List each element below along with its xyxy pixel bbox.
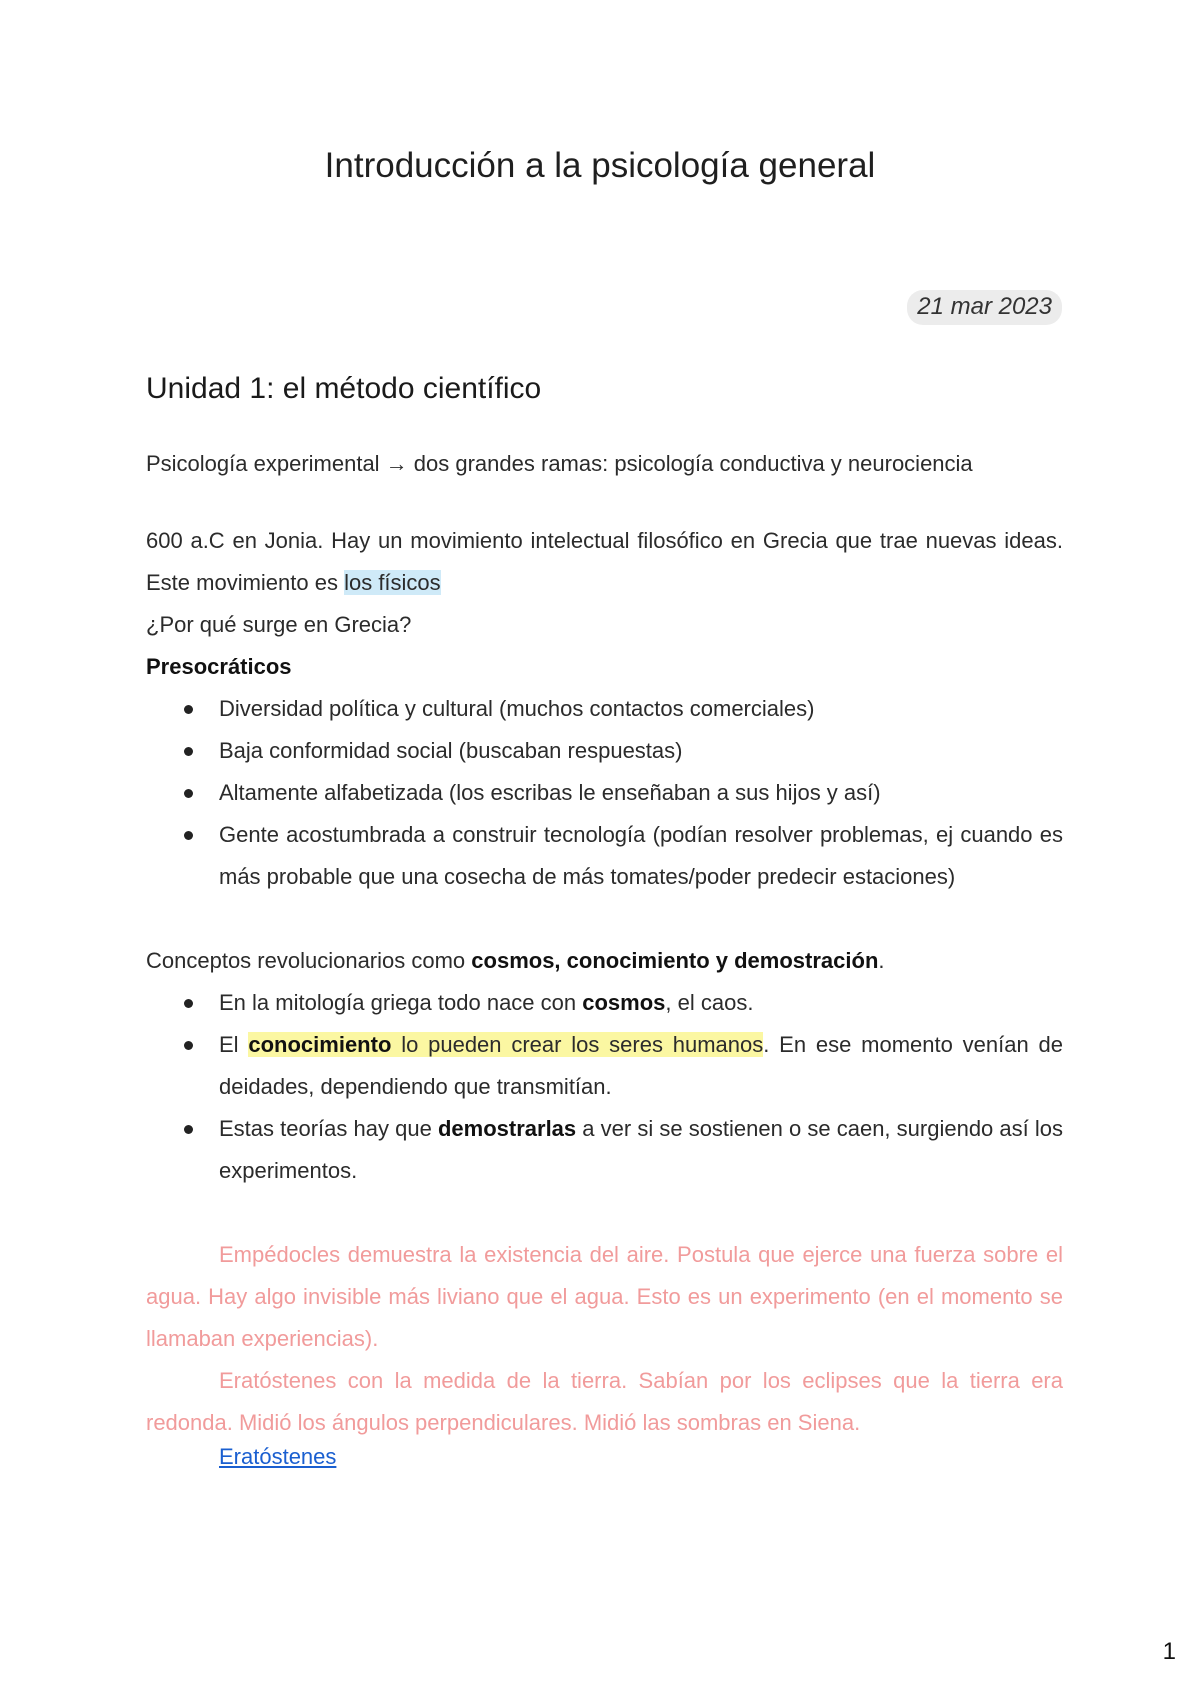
highlight-los-fisicos: los físicos	[344, 570, 441, 595]
list-item-text: Diversidad política y cultural (muchos contactos comerciales)	[219, 696, 815, 721]
list-item-text: El	[219, 1032, 249, 1057]
list-item	[146, 730, 1063, 772]
bullet-icon	[184, 705, 193, 714]
concepts-prefix: Conceptos revolucionarios como	[146, 948, 472, 973]
bold-cosmos: cosmos	[582, 990, 666, 1015]
bullet-icon	[184, 999, 193, 1008]
highlight-text: lo pueden crear los seres humanos	[391, 1032, 764, 1057]
concepts-list	[146, 982, 1063, 1192]
document-title: Introducción a la psicología general	[324, 146, 876, 185]
list-item-text: . En ese momento venían de deidades, dependiendo que transmitían.	[219, 1032, 1063, 1099]
paragraph-jonia	[146, 520, 1063, 604]
page-number: 1	[1162, 1638, 1176, 1665]
intro-line: Psicología experimental → dos grandes ramas: psicología conductiva y neurociencia	[146, 451, 973, 476]
list-item-text: , el caos.	[665, 990, 754, 1015]
list-item	[146, 1024, 1063, 1108]
question-line: ¿Por qué surge en Grecia?	[146, 612, 412, 637]
list-item-text: Estas teorías hay que	[219, 1116, 438, 1141]
list-item	[146, 1108, 1063, 1192]
bullet-icon	[184, 1041, 193, 1050]
bold-conocimiento: conocimiento	[248, 1032, 392, 1057]
bullet-icon	[184, 1125, 193, 1134]
concepts-suffix: .	[878, 948, 885, 973]
list-item-text: a ver si se sostienen o se caen, surgiendo así los experimentos.	[219, 1116, 1064, 1183]
list-item	[146, 982, 1063, 1024]
list-item-text: Altamente alfabetizada (los escribas le enseñaban a sus hijos y así)	[219, 780, 881, 805]
list-item-text: En la mitología griega todo nace con	[219, 990, 583, 1015]
list-item-text: Gente acostumbrada a construir tecnología (podían resolver problemas, ej cuando es más probable que una cosecha de más tomates/poder predecir estaciones)	[219, 822, 1063, 889]
list-item	[146, 772, 1063, 814]
bullet-icon	[184, 789, 193, 798]
list-item-text: Baja conformidad social (buscaban respuestas)	[219, 738, 683, 763]
paragraph-jonia-text: 600 a.C en Jonia. Hay un movimiento intelectual filosófico en Grecia que trae nuevas ideas. Este movimiento es	[146, 528, 1063, 595]
bullet-icon	[184, 747, 193, 756]
section-heading: Unidad 1: el método científico	[146, 372, 542, 405]
bullet-icon	[184, 831, 193, 840]
bold-demostrarlas: demostrarlas	[437, 1116, 577, 1141]
highlight-conocimiento	[248, 1032, 763, 1057]
presocratics-heading: Presocráticos	[146, 654, 292, 679]
concepts-bold: cosmos, conocimiento y demostración	[471, 948, 879, 973]
presocratics-list	[146, 688, 1063, 898]
concepts-line	[146, 940, 1063, 982]
paragraph-empedocles: Empédocles demuestra la existencia del aire. Postula que ejerce una fuerza sobre el agua. Hay algo invisible más liviano que el agua. Esto es un experimento (en el momento se llamaban experiencias).	[146, 1242, 1063, 1351]
list-item	[146, 688, 1063, 730]
paragraph-eratostenes: Eratóstenes con la medida de la tierra. Sabían por los eclipses que la tierra era redonda. Midió los ángulos perpendiculares. Midió las sombras en Siena.	[146, 1368, 1063, 1435]
list-item	[146, 814, 1063, 898]
date-chip[interactable]: 21 mar 2023	[907, 290, 1062, 325]
eratostenes-link[interactable]: Eratóstenes	[219, 1444, 337, 1469]
